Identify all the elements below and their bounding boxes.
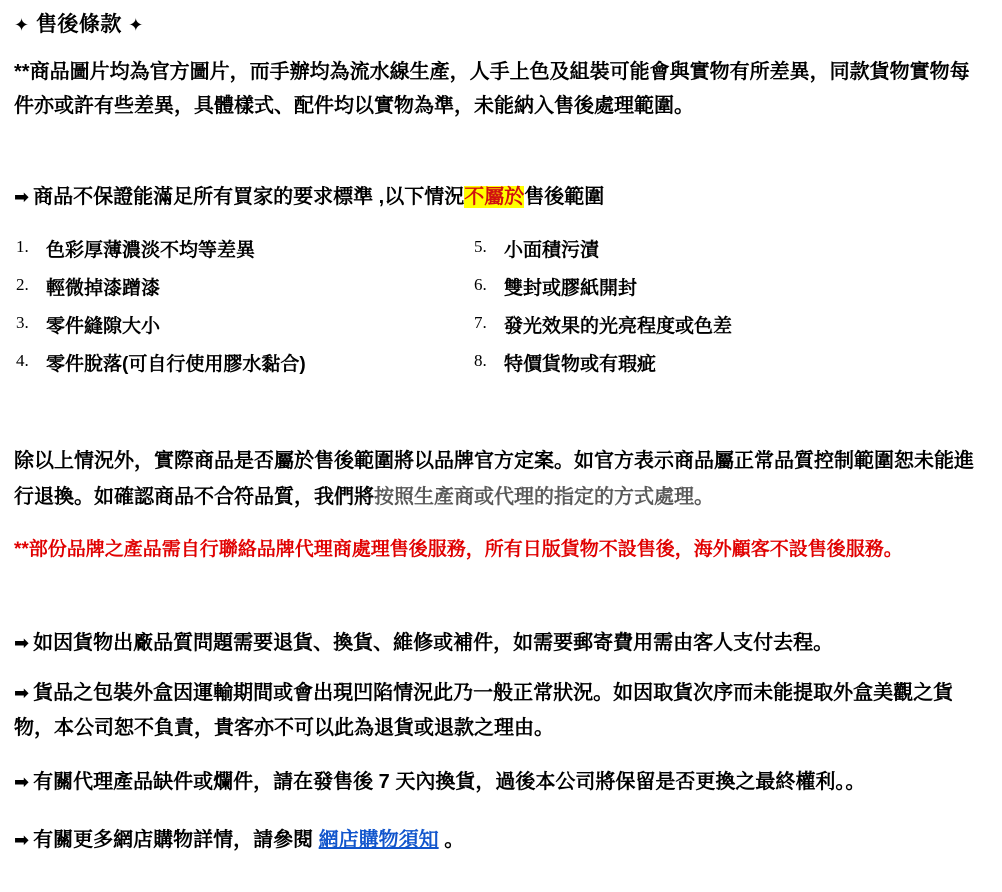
arrow-icon-1: ➡	[14, 187, 30, 207]
exclusion-list-right-column	[474, 235, 944, 387]
list-item-number: 6.	[474, 275, 487, 294]
list-item-label: 特價貨物或有瑕疵	[504, 354, 657, 375]
list-item	[474, 311, 944, 349]
list-item	[16, 311, 456, 349]
arrow-notice-2	[14, 626, 984, 660]
list-item-label: 小面積污漬	[504, 240, 600, 261]
star-icon-left: ✦	[14, 15, 30, 35]
list-item-number: 5.	[474, 237, 487, 256]
arrow-notice-5	[14, 823, 984, 857]
list-item-number: 7.	[474, 313, 487, 332]
list-item-label: 色彩厚薄濃淡不均等差異	[46, 240, 256, 261]
list-item	[16, 273, 456, 311]
policy-paragraph-part1: 除以上情況外，實際商品是否屬於售後範圍將以品牌官方定案。如官方表示商品屬正常品質控制範圍恕未能進行退換。如確認商品不合符品質，我們將	[14, 450, 974, 508]
policy-paragraph	[14, 443, 984, 515]
page-title-text: 售後條款	[35, 13, 122, 36]
list-item	[474, 273, 944, 311]
arrow-notice-4-text: 有關代理產品缺件或爛件，請在發售後 7 天內換貨，過後本公司將保留是否更換之最終權利。。	[33, 771, 866, 793]
arrow-icon-5: ➡	[14, 830, 30, 850]
arrow-icon-3: ➡	[14, 683, 30, 703]
list-item-label: 輕微掉漆蹭漆	[46, 278, 161, 299]
list-item-number: 8.	[474, 351, 487, 370]
policy-paragraph-part2: 按照生產商或代理的指定的方式處理。	[374, 486, 714, 508]
arrow-notice-3	[14, 676, 984, 746]
page-title	[14, 8, 144, 38]
shopping-guide-link[interactable]: 網店購物須知	[318, 829, 439, 851]
list-item	[474, 349, 944, 387]
star-icon-right: ✦	[128, 15, 144, 35]
list-item-number: 2.	[16, 275, 29, 294]
arrow-notice-2-text: 如因貨物出廠品質問題需要退貨、換貨、維修或補件，如需要郵寄費用需由客人支付去程。	[33, 632, 834, 654]
exclusion-list-left-column	[16, 235, 456, 387]
list-item-label: 零件縫隙大小	[46, 316, 161, 337]
list-item-label: 發光效果的光亮程度或色差	[504, 316, 733, 337]
list-item	[16, 349, 456, 387]
list-item-number: 1.	[16, 237, 29, 256]
list-item	[474, 235, 944, 273]
list-item-label: 雙封或膠紙開封	[504, 278, 638, 299]
arrow-notice-4	[14, 765, 984, 799]
notice-not-covered-after: 售後範圍	[524, 186, 605, 208]
intro-paragraph: **商品圖片均為官方圖片，而手辦均為流水線生產，人手上色及組裝可能會與實物有所差異，同款貨物實物每件亦或許有些差異，具體樣式、配件均以實物為準，未能納入售後處理範圍。	[14, 61, 970, 117]
arrow-icon-2: ➡	[14, 633, 30, 653]
list-item-number: 4.	[16, 351, 29, 370]
highlight-not-included: 不屬於	[464, 186, 525, 208]
arrow-notice-5-after: 。	[438, 829, 465, 851]
notice-not-covered	[14, 180, 984, 214]
notice-not-covered-before: 商品不保證能滿足所有買家的要求標準 ,以下情況	[33, 186, 465, 208]
arrow-notice-3-text: 貨品之包裝外盒因運輸期間或會出現凹陷情況此乃一般正常狀況。如因取貨次序而未能提取外盒美觀之貨物，本公司恕不負責，貴客亦不可以此為退貨或退款之理由。	[14, 682, 954, 739]
list-item-label: 零件脫落(可自行使用膠水黏合)	[46, 354, 306, 375]
red-warning-notice: **部份品牌之產品需自行聯絡品牌代理商處理售後服務，所有日版貨物不設售後，海外顧客不設售後服務。	[14, 539, 903, 560]
list-item-number: 3.	[16, 313, 29, 332]
arrow-icon-4: ➡	[14, 772, 30, 792]
list-item	[16, 235, 456, 273]
arrow-notice-5-before: 有關更多網店購物詳情，請參閱	[33, 829, 319, 851]
